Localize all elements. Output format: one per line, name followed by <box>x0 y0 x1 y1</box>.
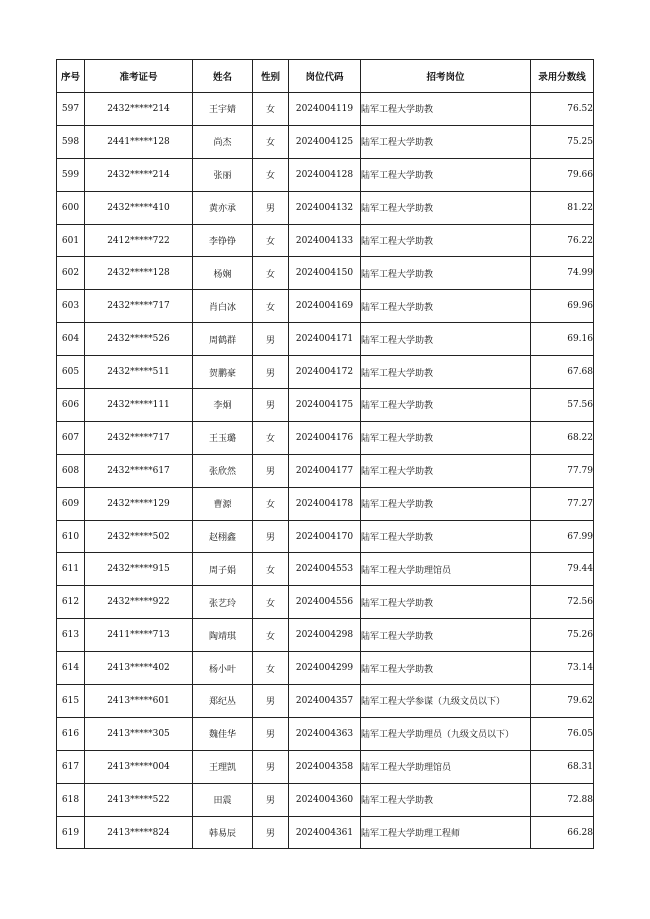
cell-seq: 612 <box>57 586 85 619</box>
cell-post: 陆军工程大学助教 <box>361 454 531 487</box>
header-gender: 性别 <box>253 60 289 93</box>
cell-name: 张丽 <box>193 158 253 191</box>
cell-score: 76.05 <box>531 717 594 750</box>
cell-name: 田震 <box>193 783 253 816</box>
cell-score: 73.14 <box>531 652 594 685</box>
cell-score: 77.79 <box>531 454 594 487</box>
cell-seq: 611 <box>57 553 85 586</box>
table-row <box>57 454 594 487</box>
cell-post: 陆军工程大学助教 <box>361 224 531 257</box>
table-body <box>57 93 594 849</box>
cell-score: 79.44 <box>531 553 594 586</box>
cell-gender: 男 <box>253 520 289 553</box>
table-row <box>57 717 594 750</box>
cell-exam-id: 2413*****402 <box>85 652 193 685</box>
cell-exam-id: 2432*****915 <box>85 553 193 586</box>
cell-name: 王玉璐 <box>193 421 253 454</box>
cell-gender: 女 <box>253 652 289 685</box>
table-row <box>57 487 594 520</box>
cell-name: 李铮铮 <box>193 224 253 257</box>
cell-post-code: 2024004360 <box>289 783 361 816</box>
cell-post-code: 2024004357 <box>289 685 361 718</box>
cell-exam-id: 2413*****004 <box>85 750 193 783</box>
table-row <box>57 553 594 586</box>
cell-score: 74.99 <box>531 257 594 290</box>
cell-post: 陆军工程大学助教 <box>361 290 531 323</box>
cell-score: 76.22 <box>531 224 594 257</box>
cell-seq: 613 <box>57 619 85 652</box>
cell-post-code: 2024004133 <box>289 224 361 257</box>
table-row <box>57 619 594 652</box>
cell-exam-id: 2432*****111 <box>85 389 193 422</box>
cell-score: 72.56 <box>531 586 594 619</box>
cell-score: 66.28 <box>531 816 594 849</box>
cell-seq: 601 <box>57 224 85 257</box>
cell-post: 陆军工程大学助理馆员 <box>361 750 531 783</box>
table-header-row <box>57 60 594 93</box>
cell-exam-id: 2432*****511 <box>85 356 193 389</box>
header-name: 姓名 <box>193 60 253 93</box>
cell-seq: 610 <box>57 520 85 553</box>
cell-seq: 609 <box>57 487 85 520</box>
table-row <box>57 586 594 619</box>
table-row <box>57 125 594 158</box>
header-seq: 序号 <box>57 60 85 93</box>
cell-gender: 女 <box>253 93 289 126</box>
cell-seq: 602 <box>57 257 85 290</box>
header-score: 录用分数线 <box>531 60 594 93</box>
cell-gender: 男 <box>253 191 289 224</box>
table-row <box>57 816 594 849</box>
cell-post-code: 2024004358 <box>289 750 361 783</box>
table-row <box>57 520 594 553</box>
cell-post: 陆军工程大学助教 <box>361 125 531 158</box>
cell-score: 79.66 <box>531 158 594 191</box>
cell-seq: 606 <box>57 389 85 422</box>
cell-seq: 618 <box>57 783 85 816</box>
cell-gender: 男 <box>253 783 289 816</box>
cell-score: 72.88 <box>531 783 594 816</box>
cell-seq: 597 <box>57 93 85 126</box>
cell-gender: 男 <box>253 750 289 783</box>
cell-post: 陆军工程大学助教 <box>361 487 531 520</box>
cell-exam-id: 2432*****410 <box>85 191 193 224</box>
cell-post-code: 2024004299 <box>289 652 361 685</box>
cell-seq: 608 <box>57 454 85 487</box>
cell-post: 陆军工程大学助教 <box>361 783 531 816</box>
cell-gender: 女 <box>253 125 289 158</box>
table-row <box>57 421 594 454</box>
cell-gender: 女 <box>253 553 289 586</box>
cell-seq: 617 <box>57 750 85 783</box>
cell-name: 杨娴 <box>193 257 253 290</box>
table-row <box>57 191 594 224</box>
cell-gender: 女 <box>253 290 289 323</box>
cell-name: 黄亦承 <box>193 191 253 224</box>
cell-name: 张欣然 <box>193 454 253 487</box>
cell-exam-id: 2432*****717 <box>85 421 193 454</box>
table-row <box>57 323 594 356</box>
cell-exam-id: 2432*****922 <box>85 586 193 619</box>
table-row <box>57 356 594 389</box>
cell-score: 69.96 <box>531 290 594 323</box>
cell-gender: 女 <box>253 421 289 454</box>
table-row <box>57 389 594 422</box>
cell-gender: 女 <box>253 586 289 619</box>
cell-name: 李炯 <box>193 389 253 422</box>
cell-name: 王宇婧 <box>193 93 253 126</box>
cell-exam-id: 2432*****214 <box>85 158 193 191</box>
cell-post-code: 2024004176 <box>289 421 361 454</box>
cell-post-code: 2024004171 <box>289 323 361 356</box>
cell-post-code: 2024004363 <box>289 717 361 750</box>
cell-post: 陆军工程大学助教 <box>361 191 531 224</box>
cell-post: 陆军工程大学参谋（九级文员以下） <box>361 685 531 718</box>
cell-gender: 女 <box>253 619 289 652</box>
cell-post: 陆军工程大学助教 <box>361 586 531 619</box>
cell-seq: 605 <box>57 356 85 389</box>
cell-post: 陆军工程大学助理员（九级文员以下） <box>361 717 531 750</box>
cell-name: 王理凯 <box>193 750 253 783</box>
cell-post-code: 2024004553 <box>289 553 361 586</box>
cell-post-code: 2024004177 <box>289 454 361 487</box>
table-row <box>57 290 594 323</box>
cell-exam-id: 2413*****824 <box>85 816 193 849</box>
table-row <box>57 224 594 257</box>
cell-name: 韩易辰 <box>193 816 253 849</box>
cell-name: 魏佳华 <box>193 717 253 750</box>
cell-score: 68.22 <box>531 421 594 454</box>
table-row <box>57 652 594 685</box>
cell-name: 郑纪丛 <box>193 685 253 718</box>
cell-seq: 615 <box>57 685 85 718</box>
cell-exam-id: 2432*****502 <box>85 520 193 553</box>
cell-exam-id: 2432*****717 <box>85 290 193 323</box>
cell-exam-id: 2411*****713 <box>85 619 193 652</box>
table-row <box>57 750 594 783</box>
cell-post: 陆军工程大学助教 <box>361 93 531 126</box>
cell-post: 陆军工程大学助教 <box>361 389 531 422</box>
cell-post: 陆军工程大学助理工程师 <box>361 816 531 849</box>
cell-post-code: 2024004132 <box>289 191 361 224</box>
cell-score: 79.62 <box>531 685 594 718</box>
cell-exam-id: 2413*****601 <box>85 685 193 718</box>
cell-score: 75.25 <box>531 125 594 158</box>
cell-exam-id: 2432*****526 <box>85 323 193 356</box>
header-exam-id: 准考证号 <box>85 60 193 93</box>
cell-score: 68.31 <box>531 750 594 783</box>
cell-post-code: 2024004175 <box>289 389 361 422</box>
cell-gender: 男 <box>253 356 289 389</box>
cell-post: 陆军工程大学助教 <box>361 421 531 454</box>
cell-post: 陆军工程大学助教 <box>361 619 531 652</box>
cell-post-code: 2024004178 <box>289 487 361 520</box>
cell-post-code: 2024004298 <box>289 619 361 652</box>
cell-seq: 607 <box>57 421 85 454</box>
table-row <box>57 783 594 816</box>
cell-post: 陆军工程大学助教 <box>361 520 531 553</box>
cell-post-code: 2024004119 <box>289 93 361 126</box>
cell-exam-id: 2413*****522 <box>85 783 193 816</box>
cell-seq: 603 <box>57 290 85 323</box>
cell-post: 陆军工程大学助教 <box>361 257 531 290</box>
cell-post-code: 2024004361 <box>289 816 361 849</box>
cell-seq: 616 <box>57 717 85 750</box>
cell-post: 陆军工程大学助教 <box>361 323 531 356</box>
cell-post-code: 2024004172 <box>289 356 361 389</box>
cell-gender: 女 <box>253 224 289 257</box>
cell-post: 陆军工程大学助教 <box>361 356 531 389</box>
cell-post-code: 2024004169 <box>289 290 361 323</box>
cell-name: 张艺玲 <box>193 586 253 619</box>
cell-score: 69.16 <box>531 323 594 356</box>
table-row <box>57 93 594 126</box>
cell-name: 曹源 <box>193 487 253 520</box>
cell-post: 陆军工程大学助理馆员 <box>361 553 531 586</box>
table-row <box>57 158 594 191</box>
cell-name: 杨小叶 <box>193 652 253 685</box>
cell-name: 周鹤群 <box>193 323 253 356</box>
cell-seq: 614 <box>57 652 85 685</box>
cell-gender: 女 <box>253 257 289 290</box>
cell-post: 陆军工程大学助教 <box>361 158 531 191</box>
cell-name: 肖白冰 <box>193 290 253 323</box>
cell-seq: 619 <box>57 816 85 849</box>
cell-gender: 男 <box>253 323 289 356</box>
cell-post-code: 2024004125 <box>289 125 361 158</box>
header-post: 招考岗位 <box>361 60 531 93</box>
cell-post-code: 2024004128 <box>289 158 361 191</box>
cell-gender: 男 <box>253 717 289 750</box>
cell-gender: 男 <box>253 389 289 422</box>
cell-name: 贺鹏豪 <box>193 356 253 389</box>
cell-score: 67.99 <box>531 520 594 553</box>
cell-exam-id: 2432*****214 <box>85 93 193 126</box>
cell-post-code: 2024004170 <box>289 520 361 553</box>
cell-seq: 600 <box>57 191 85 224</box>
cell-exam-id: 2412*****722 <box>85 224 193 257</box>
cell-score: 81.22 <box>531 191 594 224</box>
cell-seq: 599 <box>57 158 85 191</box>
cell-seq: 604 <box>57 323 85 356</box>
cell-seq: 598 <box>57 125 85 158</box>
cell-exam-id: 2432*****128 <box>85 257 193 290</box>
cell-gender: 女 <box>253 158 289 191</box>
cell-exam-id: 2432*****129 <box>85 487 193 520</box>
cell-score: 77.27 <box>531 487 594 520</box>
cell-exam-id: 2441*****128 <box>85 125 193 158</box>
cell-name: 周子娟 <box>193 553 253 586</box>
cell-score: 76.52 <box>531 93 594 126</box>
cell-name: 陶靖琪 <box>193 619 253 652</box>
cell-gender: 男 <box>253 816 289 849</box>
cell-post-code: 2024004150 <box>289 257 361 290</box>
cell-score: 75.26 <box>531 619 594 652</box>
cell-score: 67.68 <box>531 356 594 389</box>
cell-post: 陆军工程大学助教 <box>361 652 531 685</box>
cell-post-code: 2024004556 <box>289 586 361 619</box>
cell-name: 赵栩鑫 <box>193 520 253 553</box>
header-post-code: 岗位代码 <box>289 60 361 93</box>
cell-exam-id: 2413*****305 <box>85 717 193 750</box>
cell-gender: 男 <box>253 454 289 487</box>
admission-roster-table <box>56 59 594 849</box>
table-row <box>57 685 594 718</box>
cell-gender: 女 <box>253 487 289 520</box>
table-row <box>57 257 594 290</box>
cell-name: 尚杰 <box>193 125 253 158</box>
cell-gender: 男 <box>253 685 289 718</box>
cell-exam-id: 2432*****617 <box>85 454 193 487</box>
cell-score: 57.56 <box>531 389 594 422</box>
